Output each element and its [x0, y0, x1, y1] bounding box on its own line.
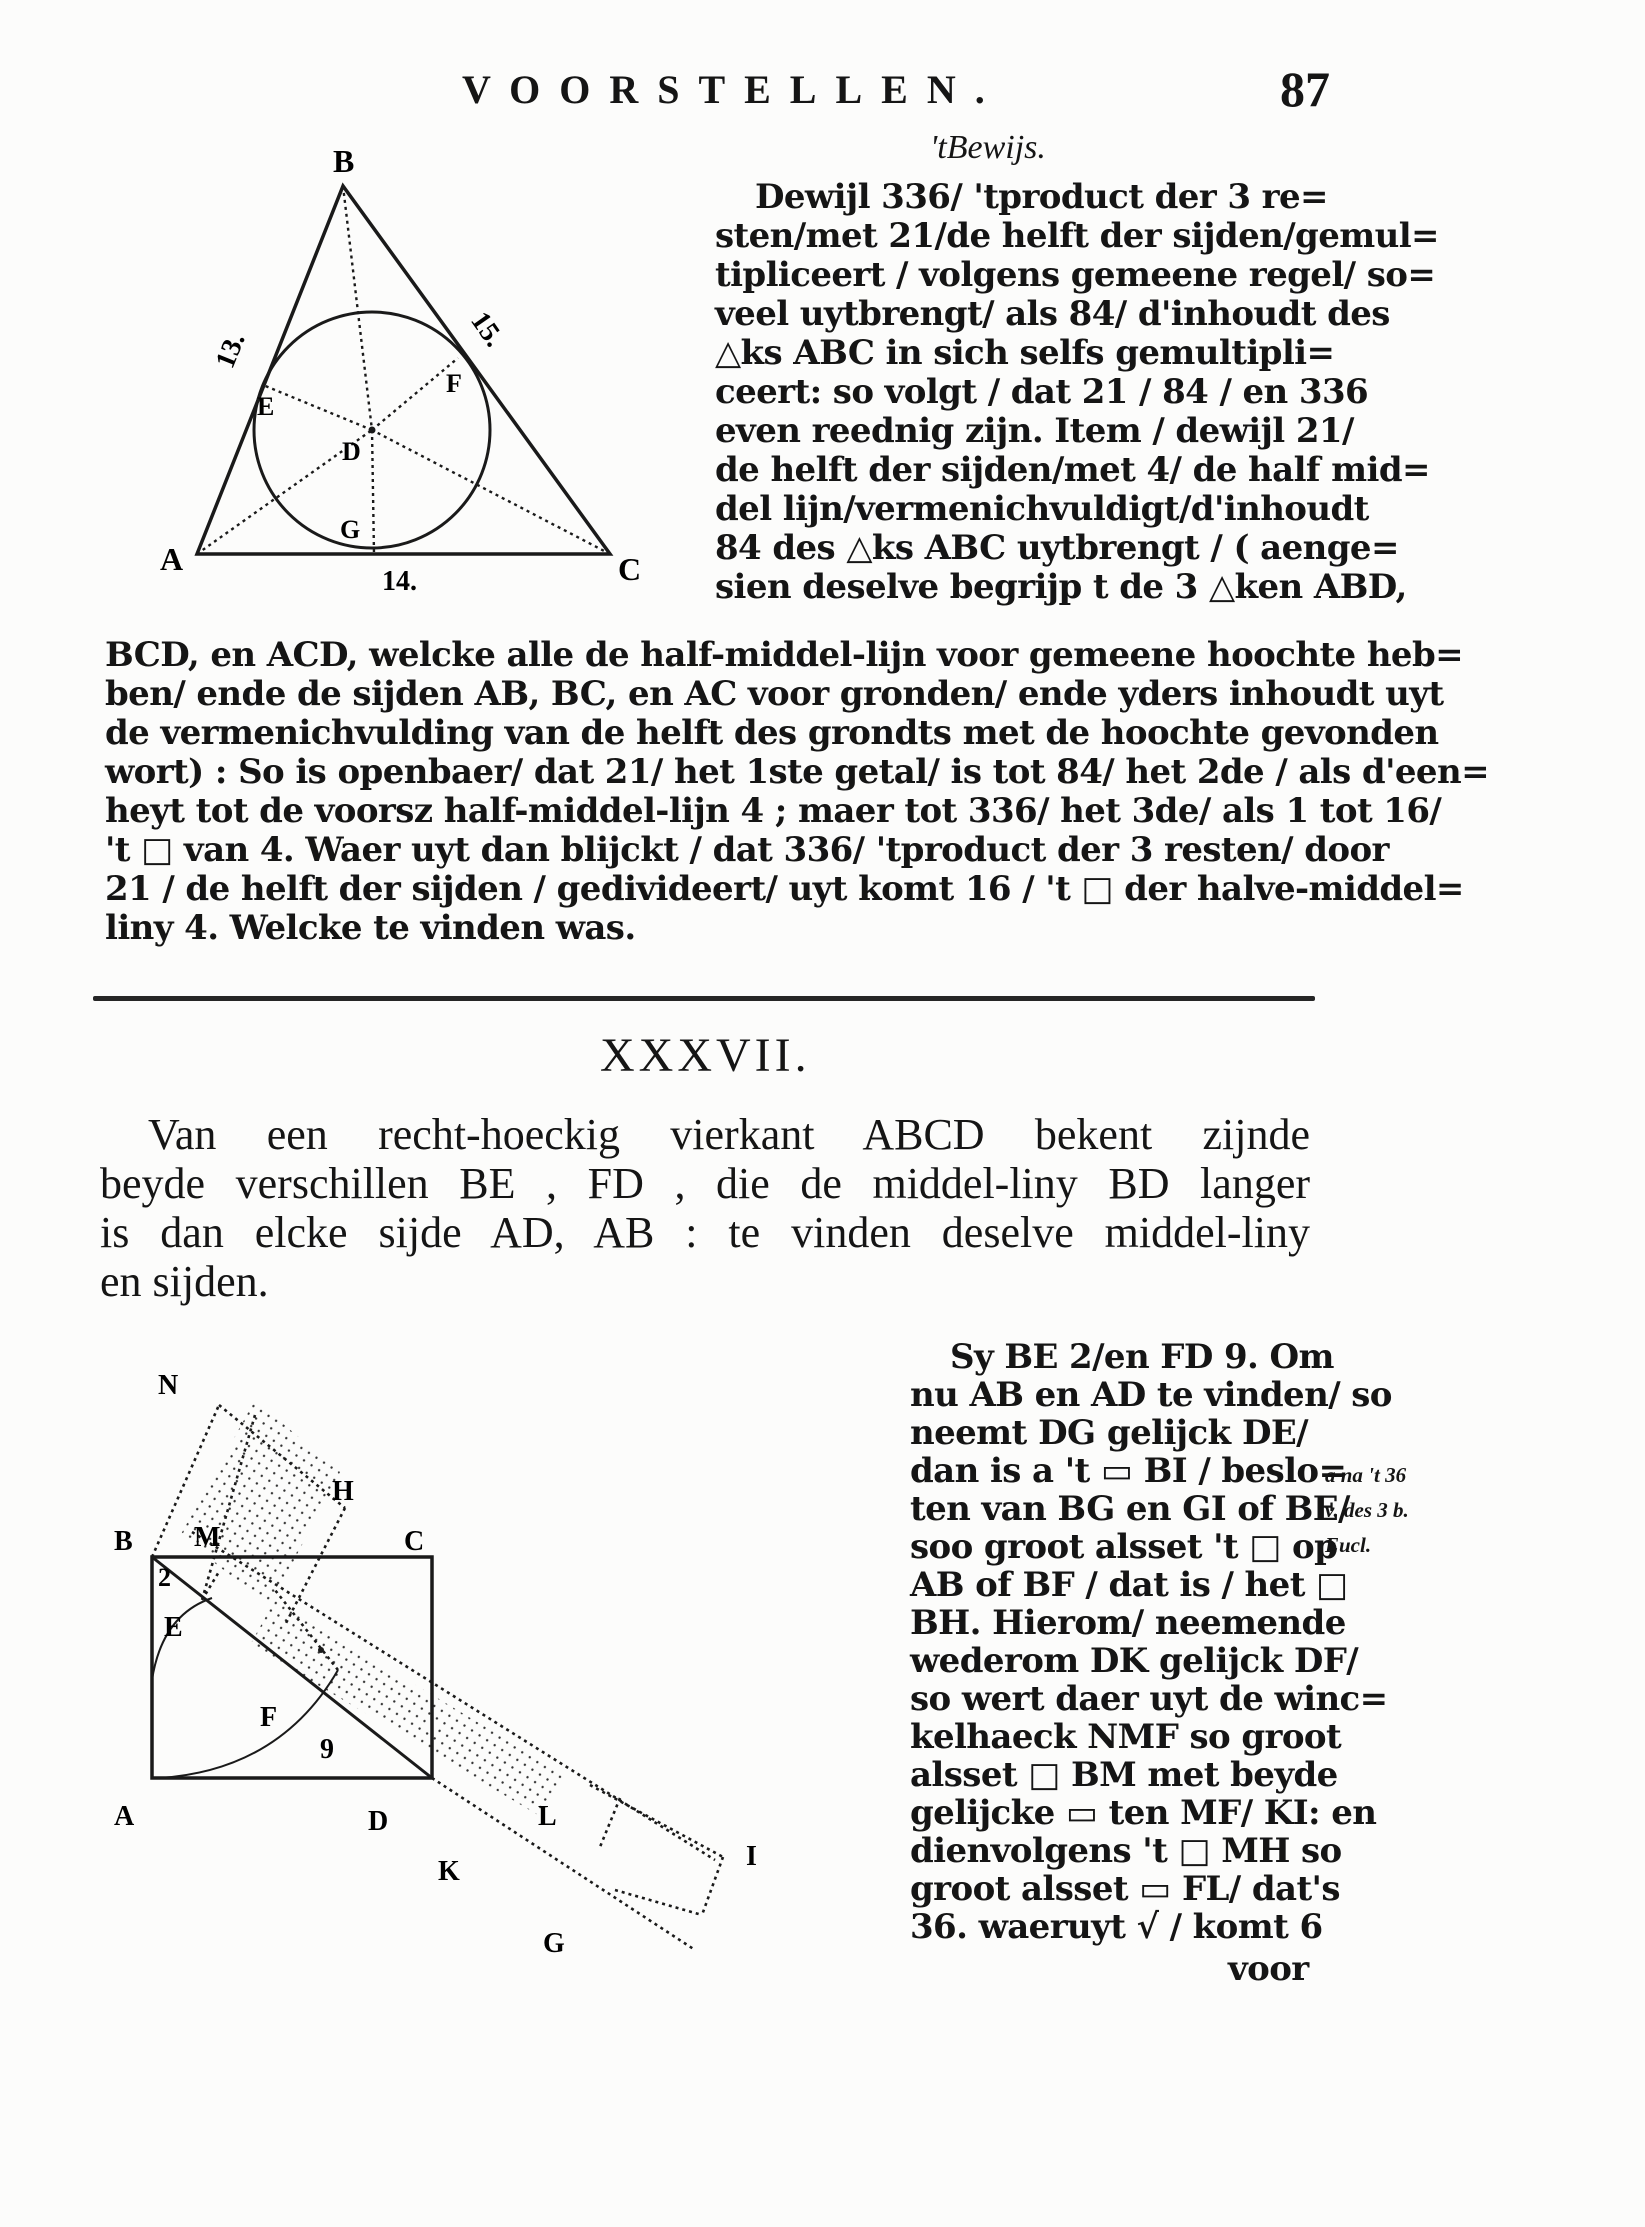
line-kg: [615, 1890, 702, 1915]
text-line: del lijn/vermenichvuldigt/d'inhoudt: [715, 489, 1369, 529]
text-line: wederom DK gelijck DF/: [910, 1641, 1359, 1681]
proposition-line: en sijden.: [100, 1257, 269, 1306]
text-line: kelhaeck NMF so groot: [910, 1717, 1342, 1757]
text-line: wort) : So is openbaer/ dat 21/ het 1ste getal/ is tot 84/ het 2de / als d'een=: [105, 752, 1489, 792]
text-line: ben/ ende de sijden AB, BC, en AC voor gronden/ ende yders inhoudt uyt: [105, 674, 1444, 714]
line-li: [590, 1785, 723, 1857]
proof-heading: 'tBewijs.: [930, 129, 1046, 166]
label-k: K: [438, 1856, 460, 1887]
text-line: dan is a 't ▭ BI / beslo=: [910, 1451, 1347, 1491]
page-number: 87: [1280, 61, 1330, 117]
text-line: 36. waeruyt √ / komt 6: [910, 1907, 1323, 1947]
label-f: F: [260, 1702, 278, 1733]
arc-f: [160, 1670, 338, 1778]
text-line: de vermenichvulding van de helft des grondts met de hoochte gevonden: [105, 713, 1439, 753]
text-line: tipliceert / volgens gemeene regel/ so=: [715, 255, 1436, 295]
text-line: liny 4. Welcke te vinden was.: [105, 908, 636, 948]
label-b: B: [114, 1526, 133, 1557]
text-line: 't □ van 4. Waer uyt dan blijckt / dat 336/ 'tproduct der 3 resten/ door: [105, 830, 1389, 870]
line-ig: [702, 1857, 723, 1915]
text-line: △ks ABC in sich selfs gemultipli=: [715, 333, 1335, 373]
margin-note-line: Eucl.: [1325, 1533, 1372, 1557]
text-line: Sy BE 2/en FD 9. Om: [950, 1337, 1334, 1377]
text-line: groot alsset ▭ FL/ dat's: [910, 1869, 1340, 1909]
label-e: E: [257, 392, 275, 421]
line-dg: [372, 430, 374, 554]
line-ef: [202, 1570, 220, 1600]
text-line: 84 des △ks ABC uytbrengt / ( aenge=: [715, 528, 1399, 568]
label-a: A: [160, 541, 184, 577]
triangle-abc: [197, 186, 610, 554]
line-de: [263, 385, 372, 430]
line-dk-edge: [432, 1778, 695, 1950]
text-line: alsset □ BM met beyde: [910, 1755, 1338, 1795]
running-title: VOORSTELLEN.: [462, 67, 1004, 112]
text-line: soo groot alsset 't □ op: [910, 1527, 1338, 1567]
side-bc-length: 15.: [464, 306, 510, 353]
text-line: nu AB en AD te vinden/ so: [910, 1375, 1392, 1415]
text-line: BH. Hierom/ neemende: [910, 1603, 1346, 1643]
text-line: AB of BF / dat is / het □: [910, 1565, 1348, 1605]
text-line: neemt DG gelijck DE/: [910, 1413, 1308, 1453]
side-ac-length: 14.: [382, 566, 417, 597]
section-divider: [93, 996, 1315, 1001]
label-d: D: [342, 437, 361, 466]
label-m: M: [194, 1522, 221, 1553]
rectangle-fl: [250, 1600, 565, 1815]
text-line: Dewijl 336/ 'tproduct der 3 re=: [755, 177, 1328, 217]
proposition-line: beyde verschillen BE , FD , die de middel-liny BD langer: [100, 1159, 1310, 1208]
label-f: F: [446, 369, 462, 398]
text-line: gelijcke ▭ ten MF/ KI: en: [910, 1793, 1377, 1833]
text-line: veel uytbrengt/ als 84/ d'inhoudt des: [715, 294, 1390, 334]
figure-rectangle-construction: [114, 1360, 860, 2220]
label-g: G: [543, 1928, 565, 1959]
figure-incircle-triangle: [140, 120, 680, 610]
section-number: XXXVII.: [600, 1029, 811, 1082]
text-line: dienvolgens 't □ MH so: [910, 1831, 1342, 1871]
center-point: [369, 427, 375, 433]
catchword: voor: [1228, 1949, 1309, 1989]
square-mh: [180, 1400, 340, 1606]
label-d: D: [368, 1806, 389, 1837]
text-line: heyt tot de voorsz half-middel-lijn 4 ; maer tot 336/ het 3de/ als 1 tot 16/: [105, 791, 1442, 831]
label-l: L: [538, 1801, 557, 1832]
label-n: N: [158, 1370, 179, 1401]
label-b: B: [333, 143, 355, 179]
label-e: E: [164, 1612, 183, 1643]
label-c: C: [404, 1526, 425, 1557]
side-ab-length: 13.: [209, 328, 252, 373]
line-m-diag: [192, 1532, 715, 1860]
text-line: de helft der sijden/met 4/ de half mid=: [715, 450, 1430, 490]
line-lk: [600, 1798, 620, 1847]
label-c: C: [618, 551, 642, 587]
label-fd-value: 9: [320, 1734, 334, 1765]
text-line: ceert: so volgt / dat 21 / 84 / en 336: [715, 372, 1369, 412]
label-h: H: [332, 1476, 354, 1507]
text-line: 21 / de helft der sijden / gedivideert/ uyt komt 16 / 't □ der halve-middel=: [105, 869, 1464, 909]
text-line: sien deselve begrijp t de 3 △ken ABD,: [715, 567, 1407, 607]
text-line: even reednig zijn. Item / dewijl 21/: [715, 411, 1354, 451]
label-i: I: [746, 1841, 757, 1872]
text-line: ten van BG en GI of BE/: [910, 1489, 1350, 1529]
proposition-line: Van een recht-hoeckig vierkant ABCD bekent zijnde: [148, 1110, 1310, 1159]
text-line: so wert daer uyt de winc=: [910, 1679, 1388, 1719]
margin-note-line: a na 't 36: [1325, 1463, 1407, 1487]
line-cd: [372, 430, 610, 554]
text-line: sten/met 21/de helft der sijden/gemul=: [715, 216, 1439, 256]
label-a: A: [114, 1801, 135, 1832]
margin-note-line: v. des 3 b.: [1325, 1498, 1409, 1522]
label-g: G: [340, 515, 361, 544]
diagonal-bd: [152, 1557, 432, 1778]
text-line: BCD, en ACD, welcke alle de half-middel-lijn voor gemeene hoochte heb=: [105, 635, 1464, 675]
label-be-value: 2: [158, 1563, 171, 1592]
proposition-line: is dan elcke sijde AD, AB : te vinden deselve middel-liny: [100, 1208, 1310, 1257]
